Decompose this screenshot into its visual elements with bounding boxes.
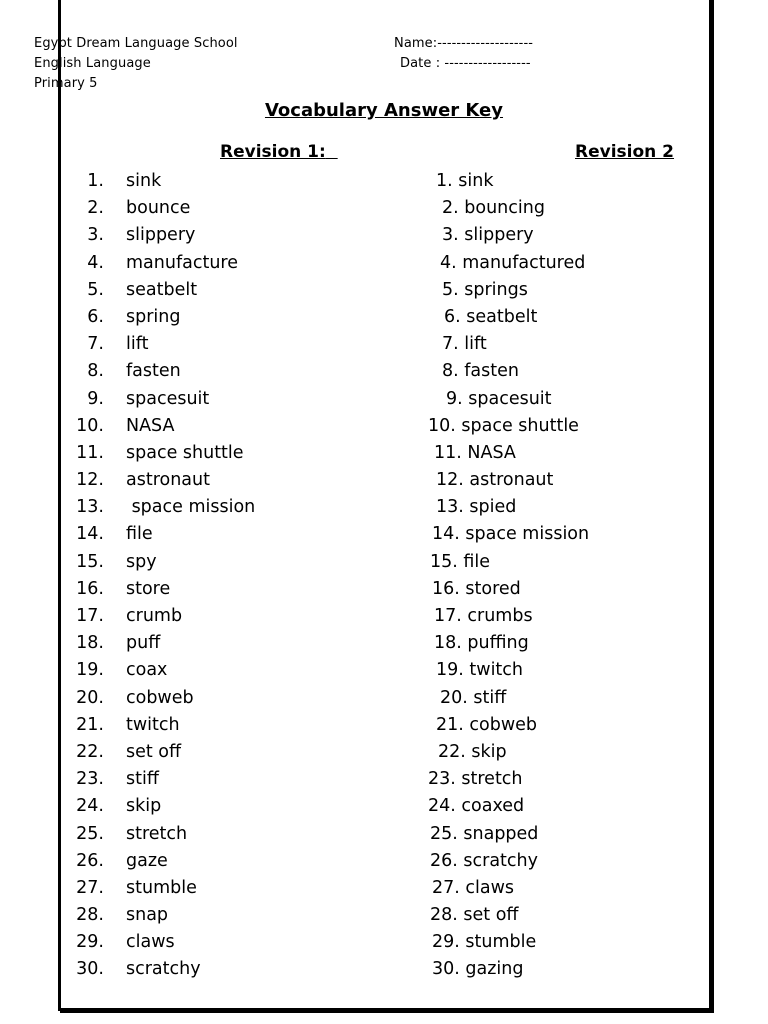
list-item (74, 902, 394, 929)
item-number: 27. (76, 877, 104, 898)
item-word: space shuttle (126, 442, 244, 463)
item-word: space mission (126, 497, 256, 518)
item-number: 25. (76, 823, 104, 844)
list-item (74, 603, 394, 630)
name-field-label: Name:-------------------- (394, 36, 534, 51)
item-number: 26. (76, 850, 104, 871)
list-item (74, 494, 394, 521)
grade-level: Primary 5 (34, 76, 98, 91)
list-item: 19. twitch (436, 660, 524, 681)
item-number: 12. (76, 470, 104, 491)
list-item: 7. lift (442, 334, 487, 355)
item-number: 24. (76, 796, 104, 817)
item-word: NASA (126, 415, 175, 436)
list-item: 24. coaxed (428, 796, 525, 817)
list-item: 10. space shuttle (428, 415, 579, 436)
list-item: 5. springs (442, 279, 528, 300)
item-number: 18. (76, 633, 104, 654)
list-item (74, 549, 394, 576)
item-word: file (126, 524, 153, 545)
list-item: 25. snapped (430, 823, 539, 844)
item-number: 14. (76, 524, 104, 545)
item-number: 9. (87, 388, 104, 409)
list-item: 8. fasten (442, 361, 519, 382)
item-word: spring (126, 306, 181, 327)
list-item: 23. stretch (428, 769, 523, 790)
item-number: 6. (87, 306, 104, 327)
item-number: 20. (76, 687, 104, 708)
item-number: 10. (76, 415, 104, 436)
revision-1-list (74, 168, 394, 984)
list-item (74, 929, 394, 956)
item-number: 21. (76, 714, 104, 735)
list-item: 14. space mission (432, 524, 590, 545)
list-item: 9. spacesuit (446, 388, 552, 409)
list-item: 18. puffing (434, 633, 529, 654)
list-item (74, 956, 394, 983)
list-item: 30. gazing (432, 959, 524, 980)
item-word: twitch (126, 714, 180, 735)
item-word: claws (126, 932, 175, 953)
item-number: 22. (76, 741, 104, 762)
item-word: crumb (126, 606, 183, 626)
item-word: bounce (126, 198, 191, 219)
subject-name: English Language (34, 56, 151, 71)
list-item (74, 630, 394, 657)
item-number: 23. (76, 769, 104, 790)
item-word: stretch (126, 823, 188, 844)
item-word: coax (126, 660, 168, 681)
revision-2-heading: Revision 2 (575, 142, 675, 162)
item-number: 3. (87, 225, 104, 246)
list-item (74, 250, 394, 277)
list-item (74, 168, 394, 195)
item-number: 5. (87, 279, 104, 300)
list-item (74, 739, 394, 766)
list-item (74, 386, 394, 413)
item-number: 2. (87, 198, 104, 219)
item-number: 30. (76, 959, 104, 980)
list-item: 29. stumble (432, 932, 537, 953)
item-number: 15. (76, 551, 104, 572)
item-word: set off (126, 741, 182, 762)
item-number: 29. (76, 932, 104, 953)
list-item (74, 304, 394, 331)
list-item: 11. NASA (434, 442, 516, 463)
list-item (74, 657, 394, 684)
list-item (74, 467, 394, 494)
item-word: stumble (126, 877, 197, 898)
item-word: store (126, 578, 171, 599)
list-item: 17. crumbs (434, 606, 533, 626)
list-item (74, 331, 394, 358)
list-item: 27. claws (432, 877, 515, 898)
list-item: 2. bouncing (442, 198, 545, 219)
list-item (74, 685, 394, 712)
list-item: 20. stiff (440, 687, 507, 708)
list-item (74, 875, 394, 902)
list-item: 4. manufactured (440, 252, 586, 273)
item-word: fasten (126, 361, 181, 382)
list-item: 28. set off (430, 905, 519, 926)
list-item: 12. astronaut (436, 470, 554, 491)
item-number: 1. (87, 171, 104, 191)
item-word: astronaut (126, 470, 210, 491)
item-word: puff (126, 633, 161, 654)
item-word: scratchy (126, 959, 201, 980)
list-item: 1. sink (436, 171, 494, 191)
item-word: slippery (126, 225, 196, 246)
list-item (74, 848, 394, 875)
list-item (74, 440, 394, 467)
list-item (74, 222, 394, 249)
item-number: 7. (87, 334, 104, 355)
list-item (74, 413, 394, 440)
item-word: cobweb (126, 687, 194, 708)
item-number: 8. (87, 361, 104, 382)
item-word: seatbelt (126, 279, 198, 300)
list-item (74, 277, 394, 304)
item-number: 16. (76, 578, 104, 599)
item-word: skip (126, 796, 162, 817)
item-word: snap (126, 905, 169, 926)
item-word: manufacture (126, 252, 238, 273)
list-item (74, 521, 394, 548)
list-item (74, 766, 394, 793)
item-number: 19. (76, 660, 104, 681)
revision-1-heading: Revision 1: (220, 142, 326, 162)
list-item: 16. stored (432, 578, 521, 599)
list-item (74, 358, 394, 385)
item-word: sink (126, 171, 162, 191)
list-item: 13. spied (436, 497, 517, 518)
item-word: spacesuit (126, 388, 210, 409)
list-item (74, 195, 394, 222)
item-word: lift (126, 334, 149, 355)
revision-2-list (428, 168, 718, 984)
list-item: 15. file (430, 551, 491, 572)
list-item: 26. scratchy (430, 850, 538, 871)
list-item (74, 712, 394, 739)
item-word: stiff (126, 769, 159, 790)
item-number: 4. (87, 252, 104, 273)
list-item: 22. skip (438, 741, 507, 762)
date-field-label: Date : ------------------ (400, 56, 531, 71)
list-item (74, 821, 394, 848)
list-item: 21. cobweb (436, 714, 538, 735)
item-number: 17. (76, 606, 104, 626)
item-number: 28. (76, 905, 104, 926)
list-item: 3. slippery (442, 225, 534, 246)
item-word: gaze (126, 850, 168, 871)
list-item (74, 576, 394, 603)
item-number: 11. (76, 442, 104, 463)
item-number: 13. (76, 497, 104, 518)
page-title: Vocabulary Answer Key (264, 100, 504, 121)
school-name: Egypt Dream Language School (34, 36, 238, 51)
item-word: spy (126, 551, 157, 572)
list-item (74, 793, 394, 820)
list-item: 6. seatbelt (444, 306, 538, 327)
